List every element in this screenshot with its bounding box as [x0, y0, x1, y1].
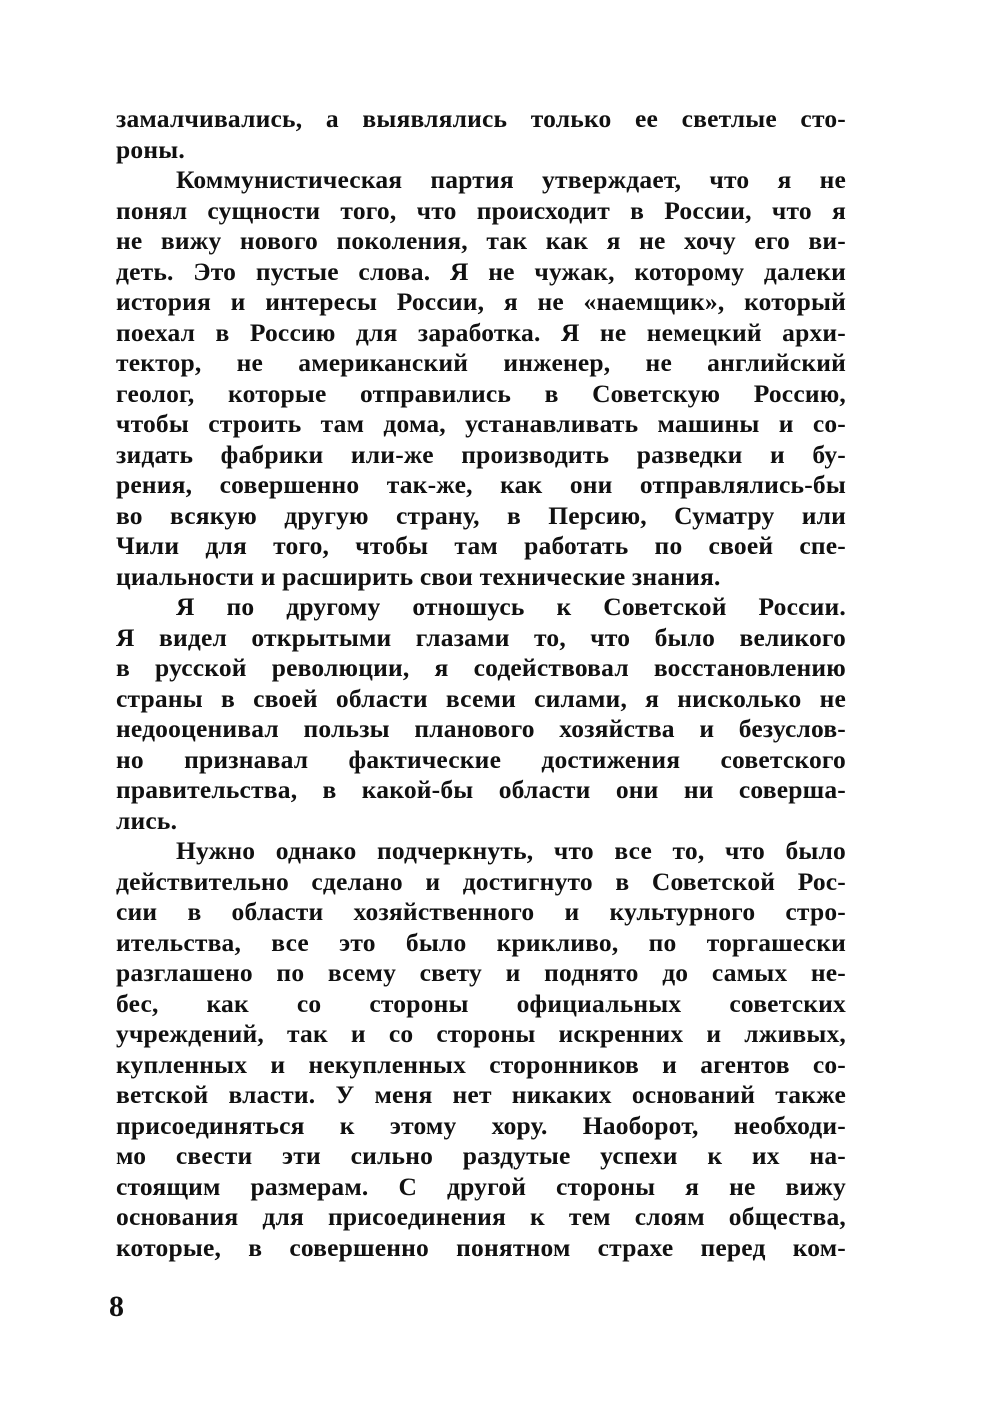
text-line: Нужно однако подчеркнуть, что все то, что было — [176, 836, 846, 865]
page-text — [116, 104, 846, 1263]
text-line: бес, как со стороны официальных советских — [116, 988, 846, 1018]
text-line: рения, совершенно так-же, как они отправлялись-бы — [116, 470, 846, 499]
text-line: не вижу нового поколения, так как я не хочу его ви- — [116, 226, 846, 255]
text-line: мо свести эти сильно раздутые успехи к их на- — [116, 1141, 846, 1170]
text-line: понял сущности того, что происходит в России, что я — [116, 195, 846, 225]
text-line: в русской революции, я содействовал восстановлению — [116, 653, 846, 682]
text-line: Я по другому отношусь к Советской России. — [176, 592, 846, 621]
text-line: сии в области хозяйственного и культурного стро- — [116, 897, 846, 926]
text-line: купленных и некупленных сторонников и агентов со- — [116, 1049, 846, 1079]
page-number: 8 — [109, 1290, 124, 1323]
text-line: недооценивал пользы планового хозяйства и безуслов- — [116, 714, 846, 743]
text-line: поехал в Россию для заработка. Я не немецкий архи- — [116, 317, 846, 347]
text-line: циальности и расширить свои технические знания. — [116, 561, 721, 591]
text-line: учреждений, так и со стороны искренних и лживых, — [116, 1019, 846, 1048]
text-line: геолог, которые отправились в Советскую Россию, — [116, 378, 846, 408]
text-line: страны в своей области всеми силами, я нисколько не — [116, 683, 846, 713]
text-line: история и интересы России, я не «наемщик», который — [116, 287, 846, 316]
text-line: действительно сделано и достигнуто в Советской Рос- — [116, 866, 846, 896]
text-line: которые, в совершенно понятном страхе перед ком- — [116, 1232, 846, 1262]
text-line: основания для присоединения к тем слоям общества, — [116, 1202, 846, 1231]
paragraph-1 — [116, 104, 846, 165]
text-line: Коммунистическая партия утверждает, что я не — [176, 165, 846, 194]
text-line: присоединяться к этому хору. Наоборот, необходи- — [116, 1110, 846, 1140]
text-line: чтобы строить там дома, устанавливать машины и со- — [116, 409, 846, 438]
text-line: стоящим размерам. С другой стороны я не вижу — [116, 1171, 846, 1201]
text-line: Я видел открытыми глазами то, что было великого — [116, 622, 846, 652]
paragraph-4 — [116, 836, 846, 1263]
text-line: разглашено по всему свету и поднято до самых не- — [116, 958, 846, 987]
text-line: тектор, не американский инженер, не английский — [116, 348, 846, 377]
text-line: ительства, все это было крикливо, по торгашески — [116, 927, 846, 957]
paragraph-2 — [116, 165, 846, 592]
text-line: но признавал фактические достижения советского — [116, 744, 846, 774]
text-line: Чили для того, чтобы там работать по своей спе- — [116, 531, 846, 560]
text-line: деть. Это пустые слова. Я не чужак, которому далеки — [116, 256, 846, 286]
text-line: роны. — [116, 134, 185, 164]
text-line: правительства, в какой-бы области они ни соверша- — [116, 775, 846, 804]
text-line: замалчивались, а выявлялись только ее светлые сто- — [116, 104, 846, 133]
paragraph-3 — [116, 592, 846, 836]
text-line: зидать фабрики или-же производить разведки и бу- — [116, 439, 846, 469]
text-line: ветской власти. У меня нет никаких оснований также — [116, 1080, 846, 1109]
text-line: лись. — [116, 805, 178, 835]
text-line: во всякую другую страну, в Персию, Суматру или — [116, 500, 846, 530]
